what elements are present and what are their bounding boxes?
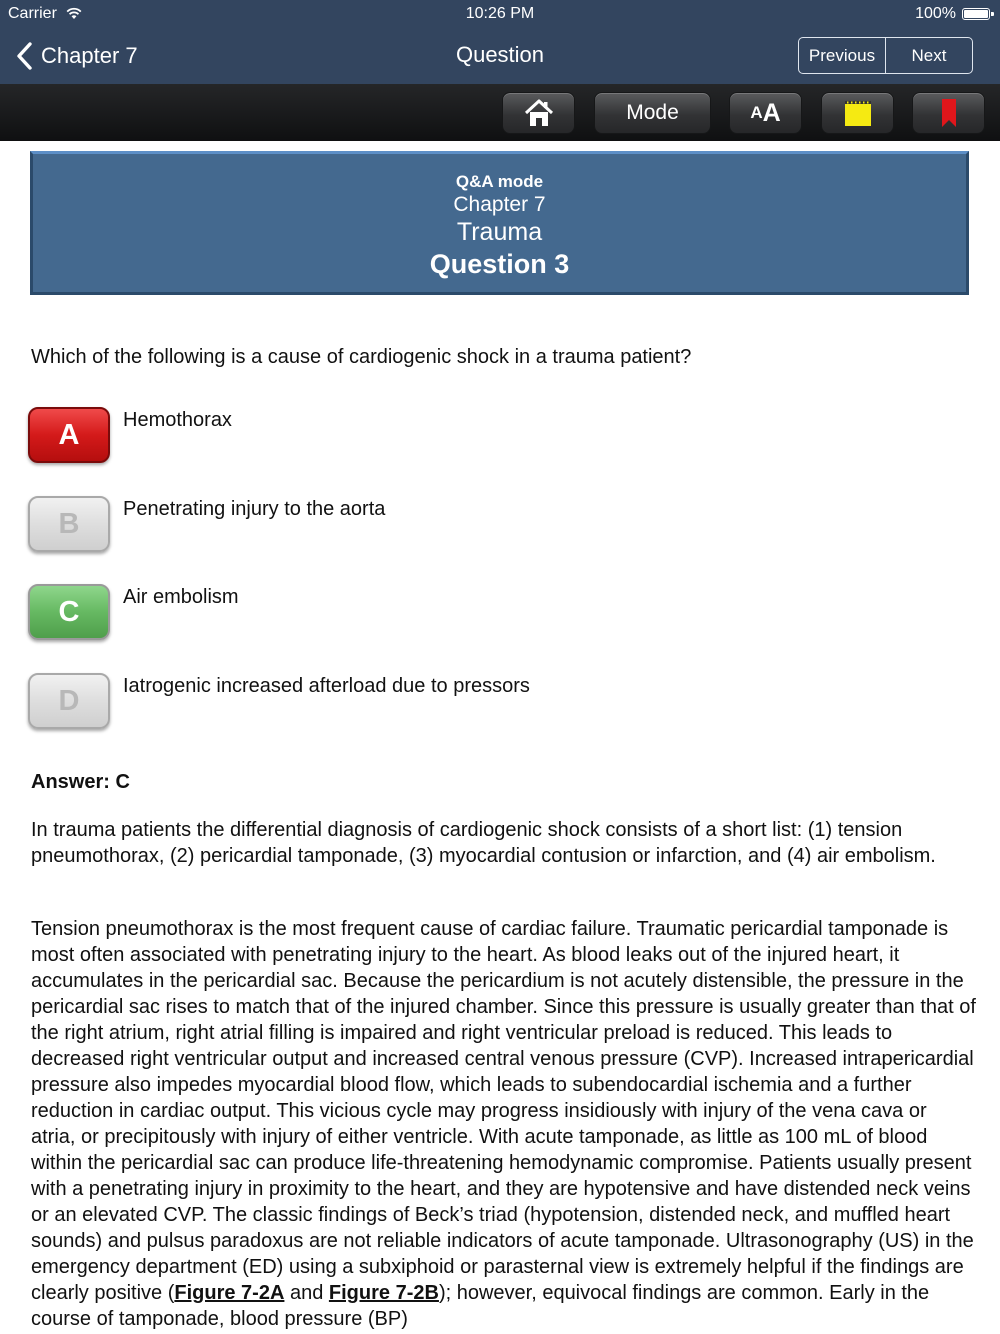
figure-7-2a-link[interactable]: Figure 7-2A [174, 1282, 285, 1304]
page-title: Question [455, 42, 545, 67]
and-text: and [284, 1282, 329, 1304]
question-number: Question 3 [429, 249, 570, 279]
mode-button-label: Mode [626, 101, 679, 124]
option-c[interactable] [28, 584, 968, 644]
explanation-paragraph-2 [31, 916, 976, 1332]
answer-label: Answer: C [31, 771, 130, 793]
explanation-paragraph-1: In trauma patients the differential diagnosis of cardiogenic shock consists of a short list: (1) tension pneumothorax, (2) pericardial tamponade, (3) myocardial contusion or infarction, and (4) air embolism. [31, 819, 936, 867]
chapter-label: Chapter 7 [453, 193, 546, 216]
option-c-button[interactable]: C [28, 584, 110, 640]
toolbar [0, 84, 1000, 141]
option-a-text[interactable]: Hemothorax [123, 409, 232, 431]
font-size-button[interactable] [729, 92, 802, 134]
figure-7-2b-link[interactable]: Figure 7-2B [328, 1282, 439, 1304]
navigation-bar [0, 0, 1000, 84]
topic-label: Trauma [456, 218, 543, 246]
notes-button[interactable] [821, 92, 894, 134]
home-button[interactable] [502, 92, 575, 134]
back-button-label: Chapter 7 [41, 43, 138, 68]
home-icon [524, 98, 554, 128]
option-d-button[interactable]: D [28, 673, 110, 729]
status-bar [0, 0, 1000, 28]
battery-percent: 100% [915, 5, 956, 22]
clock: 10:26 PM [465, 5, 535, 22]
option-d[interactable] [28, 673, 968, 733]
carrier-label: Carrier [8, 5, 57, 22]
mode-label: Q&A mode [455, 172, 544, 191]
bookmark-button[interactable] [912, 92, 985, 134]
option-b-text[interactable]: Penetrating injury to the aorta [123, 498, 386, 520]
option-a-button[interactable]: A [28, 407, 110, 463]
prev-next-control [798, 37, 973, 74]
next-button[interactable]: Next [885, 38, 972, 73]
option-d-text[interactable]: Iatrogenic increased afterload due to pressors [123, 675, 530, 697]
note-icon [844, 99, 872, 127]
question-header-card [30, 151, 969, 295]
bookmark-icon [940, 98, 958, 128]
question-text: Which of the following is a cause of cardiogenic shock in a trauma patient? [31, 346, 692, 368]
mode-button[interactable] [594, 92, 711, 134]
option-a[interactable] [28, 407, 968, 467]
previous-button[interactable]: Previous [808, 45, 876, 65]
option-b-button[interactable]: B [28, 496, 110, 552]
font-small-glyph: A [750, 103, 763, 122]
font-big-glyph: A [762, 98, 781, 127]
battery-icon [962, 8, 990, 20]
explanation-text: Tension pneumothorax is the most frequent cause of cardiac failure. Traumatic pericardial tamponade is most often associated with penetrating injury to the heart. As blood leaks out of the injured heart, it accumulates in the pericardial sac. Because the pericardium is not acutely distensible, the pressure in the pericardial sac rises to match that of the injured chamber. Since this pressure is usually greater than that of the right atrium, right atrial filling is impaired and right ventricular preload is reduced. This leads to decreased right ventricular output and increased central venous pressure (CVP). Increased intrapericardial pressure also impedes myocardial blood flow, which leads to subendocardial ischemia and a further reduction in cardiac output. This vicious cycle may progress insidiously with injury of the vena cava or atria, or precipitously with injury of either ventricle. With acute tamponade, as little as 100 mL of blood within the pericardial sac can produce life-threatening hemodynamic compromise. Patients usually present with a penetrating injury in proximity to the heart, and they are hypotensive and have distended neck veins or an elevated CVP. The classic findings of Beck’s triad (hypotension, distended neck, and muffled heart sounds) and pulsus paradoxus are not reliable indicators of acute tamponade. Ultrasonography (US) in the emergency department (ED) using a subxiphoid or parasternal view is extremely helpful if the findings are clearly positive ( [31, 918, 976, 1304]
option-c-text[interactable]: Air embolism [123, 586, 239, 608]
option-b[interactable] [28, 496, 968, 556]
explanation-tail-text: ); however, equivocal findings are common. Early in the course of tamponade, blood pressure (BP) [31, 1282, 930, 1330]
